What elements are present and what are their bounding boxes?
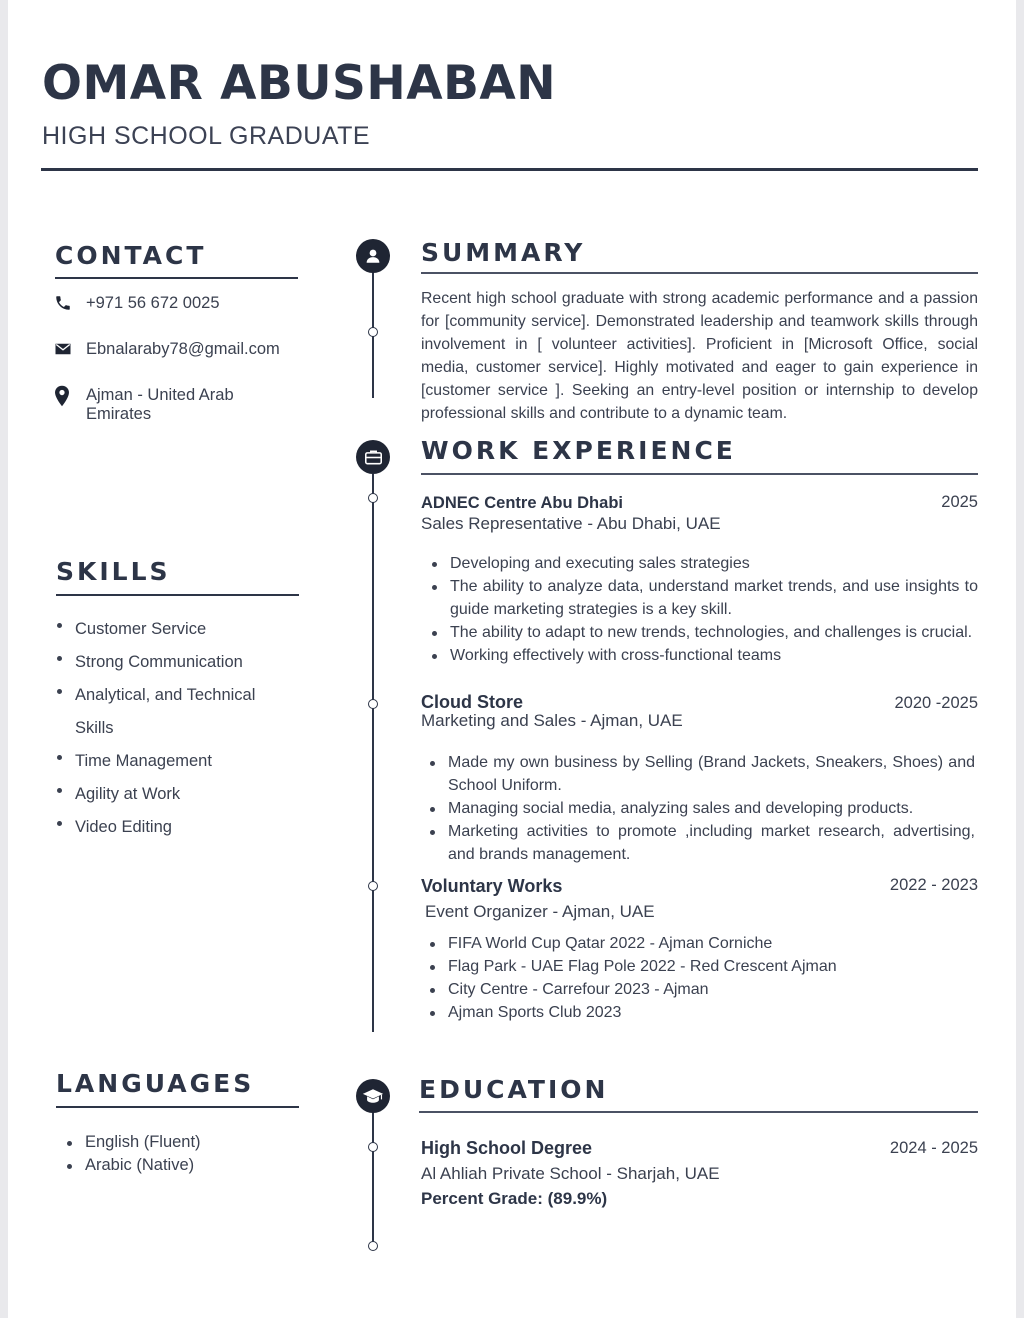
summary-text: Recent high school graduate with strong academic performance and a passion for [community service]. Demonstrated leadership and teamwork skills through involvement in [ volunteer activities]. Proficient in [Microsoft Office, social media, customer service]. Highly motivated and eager to gain experience in [customer service ]. Seeking an entry-level position or internship to develop professional skills and contribute to a dynamic team. xyxy=(421,290,978,422)
job-organization: ADNEC Centre Abu Dhabi xyxy=(421,494,623,512)
timeline-dot xyxy=(368,699,378,709)
job-role: Marketing and Sales - Ajman, UAE xyxy=(421,711,683,730)
job-year: 2022 - 2023 xyxy=(889,876,978,894)
grade-value: (89.9%) xyxy=(547,1189,608,1208)
job-bullet-list xyxy=(428,932,975,1024)
school-name: Al Ahliah Private School - Sharjah, UAE xyxy=(421,1164,720,1183)
contact-heading: CONTACT xyxy=(55,241,207,270)
skill-item: Time Management xyxy=(55,745,315,778)
skills-divider xyxy=(56,594,299,596)
job-bullet: Developing and executing sales strategies xyxy=(430,552,978,575)
summary-heading: SUMMARY xyxy=(421,238,586,267)
job-organization: Voluntary Works xyxy=(421,876,563,896)
job-bullet-list xyxy=(428,751,975,866)
skills-heading: SKILLS xyxy=(56,557,171,586)
languages-divider xyxy=(56,1106,299,1108)
language-item: Arabic (Native) xyxy=(65,1154,305,1177)
skill-item: Video Editing xyxy=(55,811,315,844)
candidate-title: HIGH SCHOOL GRADUATE xyxy=(42,122,371,150)
work-heading: WORK EXPERIENCE xyxy=(421,436,736,465)
languages-list xyxy=(65,1131,305,1177)
job-bullet: Made my own business by Selling (Brand Jackets, Sneakers, Shoes) and School Uniform. xyxy=(428,751,975,797)
education-heading: EDUCATION xyxy=(419,1075,609,1104)
work-divider xyxy=(421,473,978,475)
job-bullet: The ability to analyze data, understand market trends, and use insights to guide marketing strategies is a key skill. xyxy=(430,575,978,621)
skill-item: Strong Communication xyxy=(55,646,315,679)
timeline-line-work xyxy=(372,474,374,1032)
email-icon xyxy=(54,340,72,363)
job-role: Event Organizer - Ajman, UAE xyxy=(425,902,655,921)
job-bullet: Managing social media, analyzing sales and developing products. xyxy=(428,797,975,820)
grade-label: Percent Grade: xyxy=(421,1189,543,1208)
location-pin-icon xyxy=(53,385,71,412)
job-bullet: FIFA World Cup Qatar 2022 - Ajman Corniche xyxy=(428,932,975,955)
location-line-2: Emirates xyxy=(86,405,152,423)
skills-list xyxy=(55,613,315,844)
timeline-dot xyxy=(368,881,378,891)
job-bullet: Working effectively with cross-functional teams xyxy=(430,644,978,667)
contact-phone: +971 56 672 0025 xyxy=(86,294,220,312)
job-bullet: Ajman Sports Club 2023 xyxy=(428,1001,975,1024)
language-item: English (Fluent) xyxy=(65,1131,305,1154)
degree-title: High School Degree xyxy=(421,1138,593,1158)
timeline-line-education xyxy=(372,1112,374,1246)
briefcase-icon xyxy=(356,440,390,474)
summary-divider xyxy=(421,272,978,274)
job-bullet: The ability to adapt to new trends, technologies, and challenges is crucial. xyxy=(430,621,978,644)
timeline-dot xyxy=(368,493,378,503)
location-line-1: Ajman - United Arab xyxy=(86,386,234,404)
education-divider xyxy=(419,1111,978,1113)
phone-icon xyxy=(54,294,72,317)
resume-page xyxy=(8,0,1016,1318)
job-bullet: Flag Park - UAE Flag Pole 2022 - Red Crescent Ajman xyxy=(428,955,975,978)
job-organization: Cloud Store xyxy=(421,692,523,712)
timeline-dot xyxy=(368,1142,378,1152)
header-divider xyxy=(41,168,978,171)
job-bullet: City Centre - Carrefour 2023 - Ajman xyxy=(428,978,975,1001)
timeline-dot xyxy=(368,327,378,337)
job-bullet: Marketing activities to promote ,including market research, advertising, and brands management. xyxy=(428,820,975,866)
skill-item: Skills xyxy=(75,719,114,737)
job-role: Sales Representative - Abu Dhabi, UAE xyxy=(421,514,721,533)
job-bullet-list xyxy=(430,552,978,667)
contact-email: Ebnalaraby78@gmail.com xyxy=(86,340,280,358)
timeline-dot xyxy=(368,1241,378,1251)
languages-heading: LANGUAGES xyxy=(56,1069,255,1098)
skill-item: Analytical, and Technical xyxy=(55,679,315,712)
education-year: 2024 - 2025 xyxy=(889,1139,978,1157)
contact-divider xyxy=(55,277,298,279)
job-year: 2025 xyxy=(941,493,978,511)
person-icon xyxy=(356,239,390,273)
skill-item: Agility at Work xyxy=(55,778,315,811)
grade-row xyxy=(421,1189,607,1209)
graduation-cap-icon xyxy=(356,1079,390,1113)
contact-location xyxy=(86,386,234,424)
job-year: 2020 -2025 xyxy=(894,694,978,712)
skill-item: Customer Service xyxy=(55,613,315,646)
candidate-name: OMAR ABUSHABAN xyxy=(42,56,557,111)
